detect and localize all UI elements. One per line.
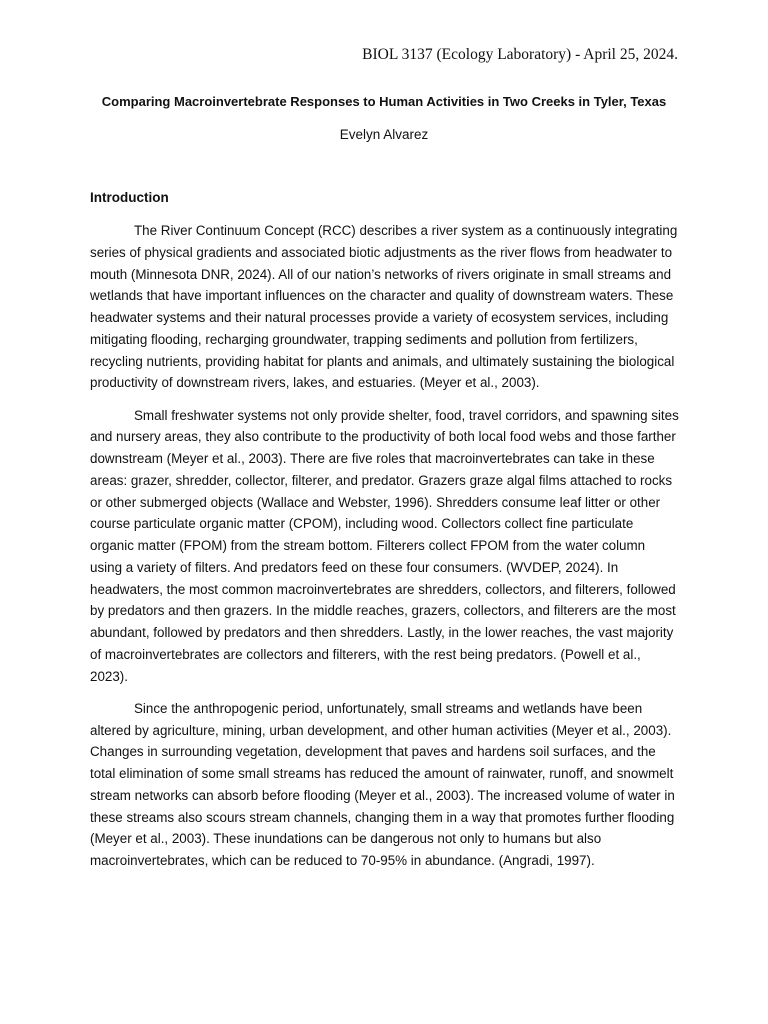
paper-title: Comparing Macroinvertebrate Responses to Human Activities in Two Creeks in Tyler, Texas bbox=[101, 94, 667, 109]
paragraph: Since the anthropogenic period, unfortunately, small streams and wetlands have been altered by agriculture, mining, urban development, and other human activities (Meyer et al., 2003). Changes in surrounding vegetation, development that paves and hardens soil surfaces, and the total elimination of some small streams has reduced the amount of rainwater, runoff, and snowmelt stream networks can absorb before flooding (Meyer et al., 2003). The increased volume of water in these streams also scours stream channels, changing them in a way that promotes further flooding (Meyer et al., 2003). These inundations can be dangerous not only to humans but also macroinvertebrates, which can be reduced to 70-95% in abundance. (Angradi, 1997). bbox=[90, 700, 675, 868]
introduction-body bbox=[90, 220, 680, 882]
section-heading-introduction: Introduction bbox=[90, 190, 169, 205]
author-name: Evelyn Alvarez bbox=[339, 127, 429, 142]
paragraph: The River Continuum Concept (RCC) describes a river system as a continuously integrating series of physical gradients and associated biotic adjustments as the river flows from headwater to mouth (Minnesota DNR, 2024). All of our nation’s networks of rivers originate in small streams and wetlands that have important influences on the character and quality of downstream waters. These headwater systems and their natural processes provide a variety of ecosystem services, including mitigating flooding, recharging groundwater, trapping sediments and pollution from fertilizers, recycling nutrients, providing habitat for plants and animals, and ultimately sustaining the biological productivity of downstream rivers, lakes, and estuaries. (Meyer et al., 2003). bbox=[90, 223, 678, 391]
course-date-header: BIOL 3137 (Ecology Laboratory) - April 25, 2024. bbox=[362, 46, 678, 63]
paragraph: Small freshwater systems not only provide shelter, food, travel corridors, and spawning sites and nursery areas, they also contribute to the productivity of both local food webs and those farther downstream (Meyer et al., 2003). There are five roles that macroinvertebrates can take in these areas: grazer, shredder, collector, filterer, and predator. Grazers graze algal films attached to rocks or other submerged objects (Wallace and Webster, 1996). Shredders consume leaf litter or other course particulate organic matter (CPOM), including wood. Collectors collect fine particulate organic matter (FPOM) from the stream bottom. Filterers collect FPOM from the water column using a variety of filters. And predators feed on these four consumers. (WVDEP, 2024). In headwaters, the most common macroinvertebrates are shredders, collectors, and filterers, followed by predators and then grazers. In the middle reaches, grazers, collectors, and filterers are the most abundant, followed by predators and then shredders. Lastly, in the lower reaches, the vast majority of macroinvertebrates are collectors and filterers, with the rest being predators. (Powell et al., 2023). bbox=[90, 407, 679, 684]
